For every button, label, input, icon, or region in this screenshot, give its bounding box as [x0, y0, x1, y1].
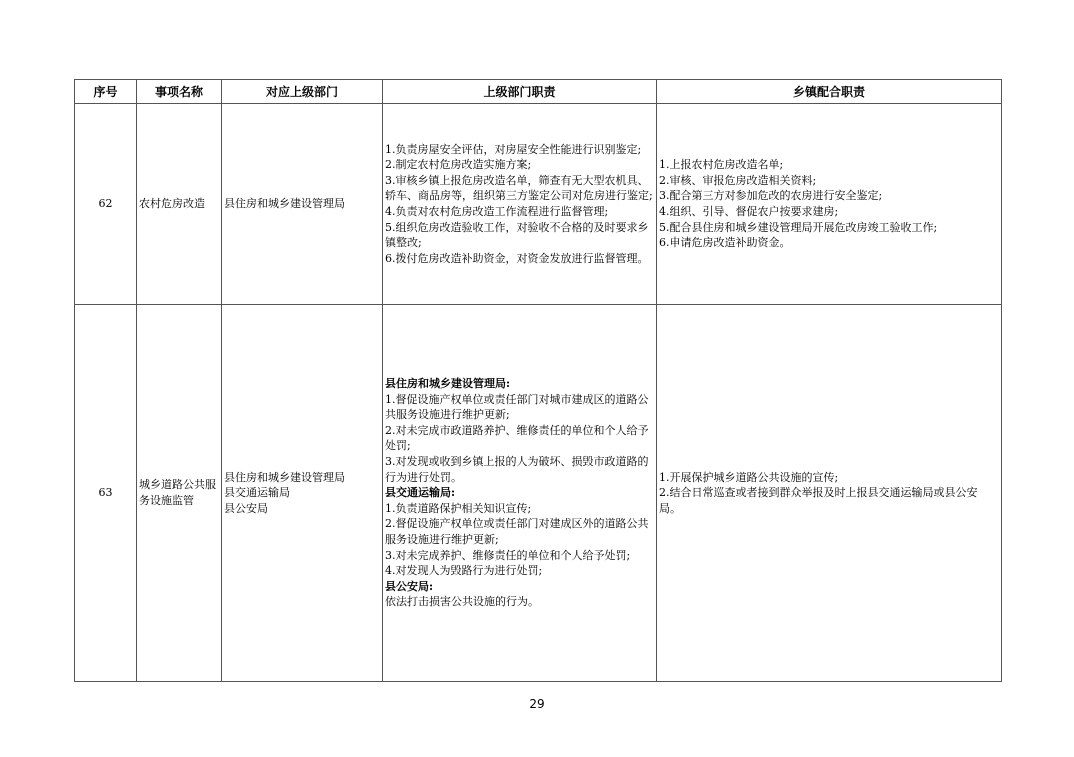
duty-line: 2.审核、审报危房改造相关资料;: [659, 173, 817, 187]
duty-line: 1.开展保护城乡道路公共设施的宣传;: [659, 470, 839, 484]
row-town-duties: [657, 104, 1002, 305]
section-heading: 县住房和城乡建设管理局:: [385, 377, 511, 391]
header-upper-dept: 对应上级部门: [222, 80, 383, 104]
row-upper-duties: [383, 104, 657, 305]
duty-line: 2.对未完成市政道路养护、维修责任的单位和个人给予处罚;: [385, 423, 649, 453]
section-heading: 县交通运输局:: [385, 486, 456, 500]
row-upper-duties: [383, 305, 657, 682]
duty-line: 5.配合县住房和城乡建设管理局开展危改房竣工验收工作;: [659, 220, 938, 234]
duty-line: 1.负责道路保护相关知识宣传;: [385, 501, 532, 515]
duty-line: 3.对未完成养护、维修责任的单位和个人给予处罚;: [385, 548, 631, 562]
row-town-duties: [657, 305, 1002, 682]
row-item-name: 城乡道路公共服务设施监管: [137, 305, 222, 682]
duty-line: 2.督促设施产权单位或责任部门对建成区外的道路公共服务设施进行维护更新;: [385, 517, 649, 546]
header-upper-duties: 上级部门职责: [383, 80, 657, 104]
duty-line: 4.对发现人为毁路行为进行处罚;: [385, 564, 543, 578]
responsibility-table: [74, 79, 1002, 682]
duty-line: 1.负责房屋安全评估，对房屋安全性能进行识别鉴定;: [385, 142, 642, 156]
row-upper-dept: 县住房和城乡建设管理局: [222, 104, 383, 305]
table-header-row: [75, 80, 1002, 104]
row-upper-dept: [222, 305, 383, 682]
row-item-name: 农村危房改造: [137, 104, 222, 305]
duty-line: 2.制定农村危房改造实施方案;: [385, 158, 532, 172]
duty-line: 6.拨付危房改造补助资金，对资金发放进行监督管理。: [385, 251, 649, 265]
duty-line: 3.对发现或收到乡镇上报的人为破坏、损毁市政道路的行为进行处罚。: [385, 455, 649, 484]
row-seq: 62: [75, 104, 137, 305]
duty-line: 3.配合第三方对参加危改的农房进行安全鉴定;: [659, 189, 883, 203]
page-number: 29: [529, 697, 545, 711]
duty-line: 1.上报农村危房改造名单;: [659, 158, 784, 172]
duty-line: 2.结合日常巡查或者接到群众举报及时上报县交通运输局或县公安局。: [659, 486, 978, 515]
duty-line: 6.申请危房改造补助资金。: [659, 236, 791, 250]
table-row: [75, 104, 1002, 305]
duty-line: 5.组织危房改造验收工作，对验收不合格的及时要求乡镇整改;: [385, 220, 649, 250]
duty-line: 依法打击损害公共设施的行为。: [385, 595, 539, 609]
header-item-name: 事项名称: [137, 80, 222, 104]
duty-line: 1.督促设施产权单位或责任部门对城市建成区的道路公共服务设施进行维护更新;: [385, 392, 649, 422]
dept-line: 县住房和城乡建设管理局: [224, 470, 345, 484]
section-heading: 县公安局:: [385, 579, 434, 593]
dept-line: 县交通运输局: [224, 486, 290, 500]
duty-line: 4.负责对农村危房改造工作流程进行监督管理;: [385, 205, 609, 218]
duty-line: 3.审核乡镇上报危房改造名单，筛查有无大型农机具、轿车、商品房等，组织第三方鉴定公司对危房进行鉴定;: [385, 173, 653, 203]
duty-line: 4.组织、引导、督促农户按要求建房;: [659, 205, 839, 218]
row-seq: 63: [75, 305, 137, 682]
header-town-duties: 乡镇配合职责: [657, 80, 1002, 104]
header-seq: 序号: [75, 80, 137, 104]
dept-line: 县公安局: [224, 501, 268, 515]
table-row: [75, 305, 1002, 682]
